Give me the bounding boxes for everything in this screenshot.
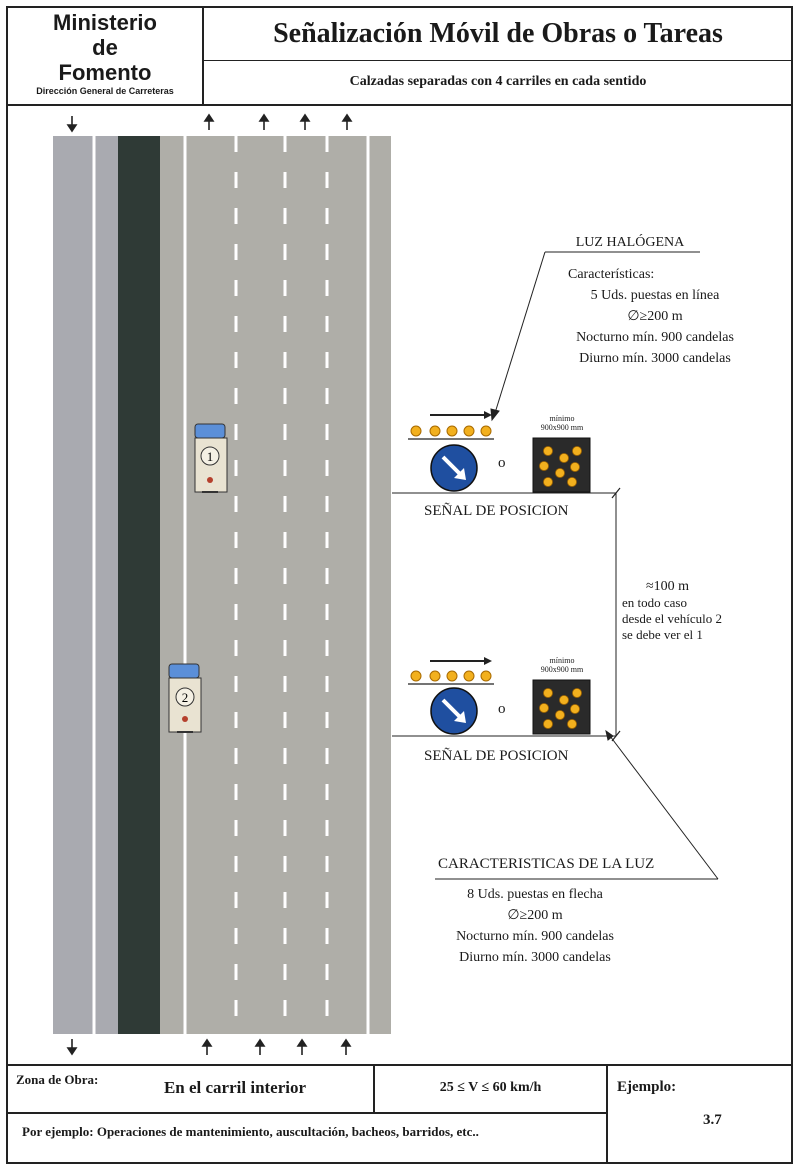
halogen-line2: 5 Uds. puestas en línea [590,288,720,303]
distance-value: ≈100 m [646,579,690,594]
light-line2: ∅≥200 m [507,908,563,923]
panel-size-label-2 [518,656,606,674]
arrow-up-icon [301,115,309,130]
arrow-up-icon [256,1040,264,1055]
light-line4: Diurno mín. 3000 candelas [459,950,611,965]
arrow-up-icon [203,1040,211,1055]
speed-range: 25 ≤ V ≤ 60 km/h [439,1080,542,1095]
arrow-down-icon [68,1039,76,1054]
panel-dim-label: 900x900 mm [540,423,584,432]
halogen-lamp-row [411,671,491,681]
panel-size-label-1 [518,414,606,432]
light-line1: 8 Uds. puestas en flecha [467,887,603,902]
ministry-name-line3: Fomento [58,60,152,85]
distance-line2: en todo caso [622,595,687,610]
position-signal-label-1: SEÑAL DE POSICION [424,503,569,519]
halogen-line4: Nocturno mín. 900 candelas [576,330,734,345]
halogen-details [540,264,770,369]
direction-arrows-bottom [68,1039,350,1055]
page-title: Señalización Móvil de Obras o Tareas [273,18,723,49]
median-strip [118,136,160,1034]
distance-note [622,579,787,643]
halogen-title: LUZ HALÓGENA [575,235,685,250]
arrow-down-icon [68,116,76,131]
ministry-logo [10,10,200,97]
halogen-callout [530,232,730,253]
panel-min-label: mínimo [549,656,575,665]
vehicle-2-number: 2 [181,690,189,705]
ministry-name-line1: Ministerio [53,10,157,35]
distance-line3: desde el vehículo 2 [622,611,722,626]
ejemplo-value: 3.7 [703,1112,722,1128]
direction-arrows-top [68,115,351,131]
position-signal-label-2: SEÑAL DE POSICION [424,748,569,764]
light-line3: Nocturno mín. 900 candelas [456,929,614,944]
halogen-line5: Diurno mín. 3000 candelas [579,351,731,366]
light-callout-title: CARACTERISTICAS DE LA LUZ [438,856,655,872]
road-texture [160,136,391,1034]
panel-dim-label: 900x900 mm [540,665,584,674]
vehicle-1-number: 1 [206,449,214,464]
zona-value: En el carril interior [163,1078,307,1097]
halogen-lamp-row [411,426,491,436]
panel-min-label: mínimo [549,414,575,423]
arrow-up-icon [205,115,213,130]
distance-line4: se debe ver el 1 [622,627,703,642]
halogen-line1: Características: [568,267,655,282]
ejemplo-label: Ejemplo: [617,1079,677,1095]
arrow-up-icon [342,1040,350,1055]
halogen-line3: ∅≥200 m [627,309,683,324]
ministry-subtitle: Dirección General de Carreteras [36,86,174,96]
or-label-2: o [498,701,506,717]
examples-note: Por ejemplo: Operaciones de mantenimiento, auscultación, bacheos, barridos, etc.. [22,1124,479,1139]
zona-label: Zona de Obra: [16,1072,99,1087]
light-callout-details [430,884,640,968]
ministry-name-line2: de [92,35,118,60]
page-subtitle: Calzadas separadas con 4 carriles en cada sentido [349,74,647,89]
or-label-1: o [498,455,506,471]
arrow-up-icon [260,115,268,130]
arrow-up-icon [298,1040,306,1055]
arrow-up-icon [343,115,351,130]
